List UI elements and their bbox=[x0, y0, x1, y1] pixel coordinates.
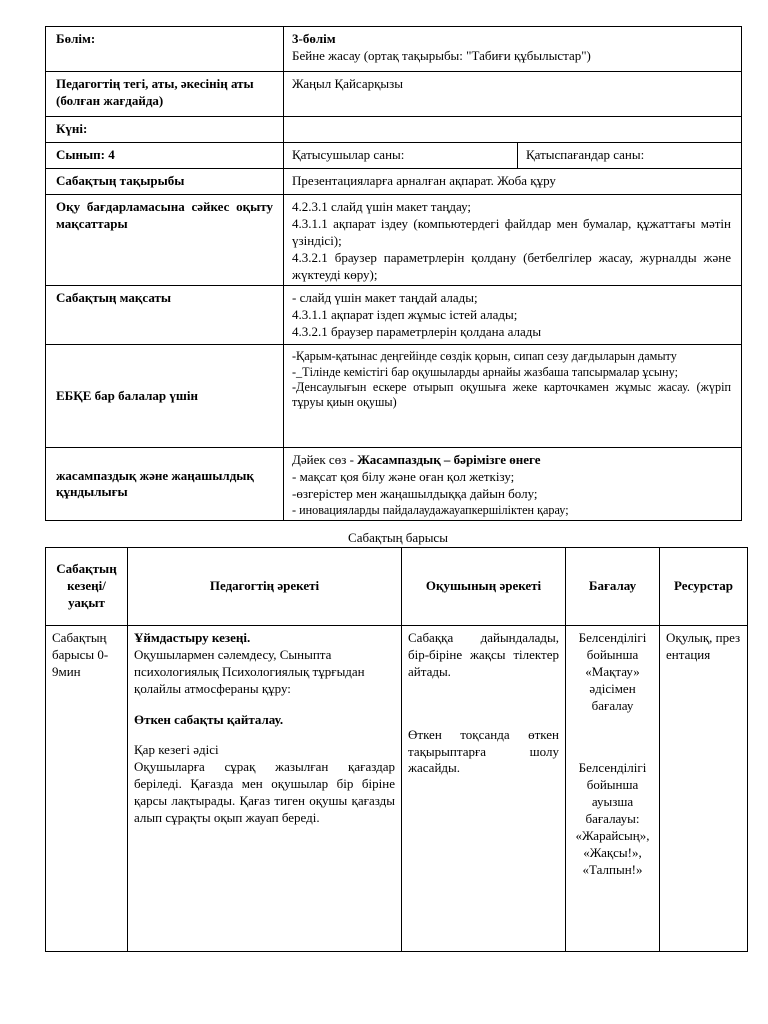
goal-item: - слайд үшін макет таңдай алады; bbox=[292, 290, 478, 306]
objectives-row bbox=[46, 195, 742, 286]
goals-row bbox=[46, 286, 742, 345]
student-action-cell bbox=[402, 626, 566, 952]
values-item: - мақсат қоя білу және оған қол жеткізу; bbox=[292, 469, 515, 485]
resources-header: Ресурстар bbox=[660, 548, 748, 626]
values-label: жасампаздық және жаңашылдық құндылығы bbox=[46, 448, 284, 521]
teacher-action-cell bbox=[128, 626, 402, 952]
class-label: Сынып: 4 bbox=[46, 143, 284, 169]
sen-list bbox=[284, 345, 742, 448]
section-row bbox=[46, 27, 742, 72]
date-row bbox=[46, 117, 742, 143]
method-name: Қар кезегі әдісі bbox=[134, 742, 219, 758]
lesson-progress-table bbox=[45, 547, 748, 952]
section-subtitle: Бейне жасау (ортақ тақырыбы: "Табиғи құбылыстар") bbox=[292, 47, 591, 63]
section-title: 3-бөлім bbox=[292, 31, 336, 46]
assessment-header: Бағалау bbox=[566, 548, 660, 626]
section-value bbox=[284, 27, 742, 72]
quote-text: Жасампаздық – бәрімізге өнеге bbox=[357, 452, 541, 468]
objective-item: 4.3.1.1 ақпарат іздеу (компьютердегі файлдар мен бумалар, құжаттағы мәтін үзіндісі); bbox=[292, 215, 732, 248]
values-quote bbox=[292, 452, 731, 469]
sen-row bbox=[46, 345, 742, 448]
goal-item: 4.3.1.1 ақпарат іздеп жұмыс істей алады; bbox=[292, 307, 518, 323]
values-list bbox=[284, 448, 742, 521]
teacher-label: Педагогтің тегі, аты, әкесінің аты (болған жағдайда) bbox=[46, 72, 284, 117]
objective-item: 4.3.2.1 браузер параметрлерін қолдану (бетбелгілер жасау, журналды және жүктеуді көру); bbox=[292, 249, 732, 282]
student-text-2: Өткен тоқсанда өткен тақырыптарға шолу жасайды. bbox=[408, 726, 559, 776]
stage-cell: Сабақтың барысы 0-9мин bbox=[46, 626, 128, 952]
review-title: Өткен сабақты қайталау. bbox=[134, 711, 284, 727]
teacher-name: Жаңыл Қайсарқызы bbox=[284, 72, 742, 117]
date-value bbox=[284, 117, 742, 143]
quote-prefix: Дәйек сөз - bbox=[292, 452, 358, 468]
assessment-cell bbox=[566, 626, 660, 952]
objectives-label: Оқу бағдарламасына сәйкес оқыту мақсаттары bbox=[46, 195, 284, 286]
sen-label: ЕБҚЕ бар балалар үшін bbox=[46, 345, 284, 448]
sen-item: -Қарым-қатынас деңгейінде сөздік қорын, сипап сезу дағдыларын дамыту bbox=[292, 349, 677, 364]
goal-item: 4.3.2.1 браузер параметрлерін қолдана алады bbox=[292, 324, 542, 340]
student-text-1: Сабаққа дайындалады, бір-біріне жақсы тілектер айтады. bbox=[408, 630, 559, 679]
values-row bbox=[46, 448, 742, 521]
values-item: - иновацияларды пайдалаудажауапкершіліктен қарау; bbox=[292, 503, 569, 518]
lesson-plan-table bbox=[45, 26, 742, 521]
stage-header: Сабақтың кезеңі/ уақыт bbox=[46, 548, 128, 626]
date-label: Күні: bbox=[46, 117, 284, 143]
topic-row bbox=[46, 169, 742, 195]
topic-label: Сабақтың тақырыбы bbox=[46, 169, 284, 195]
org-stage-text: Оқушылармен сәлемдесу, Сыныпта психологиялық Психологиялық тұрғыдан қолайлы атмосфераны құру: bbox=[134, 646, 365, 696]
teacher-action-header: Педагогтің әрекеті bbox=[128, 548, 402, 626]
objectives-list bbox=[284, 195, 742, 286]
assessment-text-2: Белсенділігі бойынша ауызша бағалауы: «Жарайсың», «Жақсы!», «Талпын!» bbox=[575, 760, 650, 877]
section-label: Бөлім: bbox=[46, 27, 284, 72]
method-text: Оқушыларға сұрақ жазылған қағаздар беріледі. Қағазда мен оқушылар бір біріне қарсы лақтырады. Қағаз тиген оқушы қағазды алып сұрақты оқып жауап береді. bbox=[134, 759, 395, 826]
present-count: Қатысушылар саны: bbox=[284, 143, 518, 169]
objective-item: 4.2.3.1 слайд үшін макет таңдау; bbox=[292, 199, 472, 214]
topic-value: Презентацияларға арналған ақпарат. Жоба құру bbox=[284, 169, 742, 195]
class-row bbox=[46, 143, 742, 169]
goals-label: Сабақтың мақсаты bbox=[46, 286, 284, 345]
progress-caption: Сабақтың барысы bbox=[348, 530, 448, 545]
values-item: -өзгерістер мен жаңашылдыққа дайын болу; bbox=[292, 486, 538, 502]
sen-item: -Денсаулығын ескере отырып оқушыға жеке карточкамен жұмыс жасау. (жүріп тұруы қиын оқушы) bbox=[292, 379, 732, 410]
goals-list bbox=[284, 286, 742, 345]
assessment-text-1: Белсенділігі бойынша «Мақтау» әдісімен бағалау bbox=[578, 630, 647, 713]
progress-header-row bbox=[46, 548, 748, 626]
student-action-header: Оқушының әрекеті bbox=[402, 548, 566, 626]
org-stage-title: Ұймдастыру кезеңі. bbox=[134, 630, 251, 645]
sen-item: -_Тілінде кемістігі бар оқушыларды арнайы жазбаша тапсырмалар ұсыну; bbox=[292, 364, 678, 379]
teacher-row bbox=[46, 72, 742, 117]
resources-cell: Оқулық, презентация bbox=[660, 626, 748, 952]
absent-count: Қатыспағандар саны: bbox=[518, 143, 742, 169]
progress-row bbox=[46, 626, 748, 952]
